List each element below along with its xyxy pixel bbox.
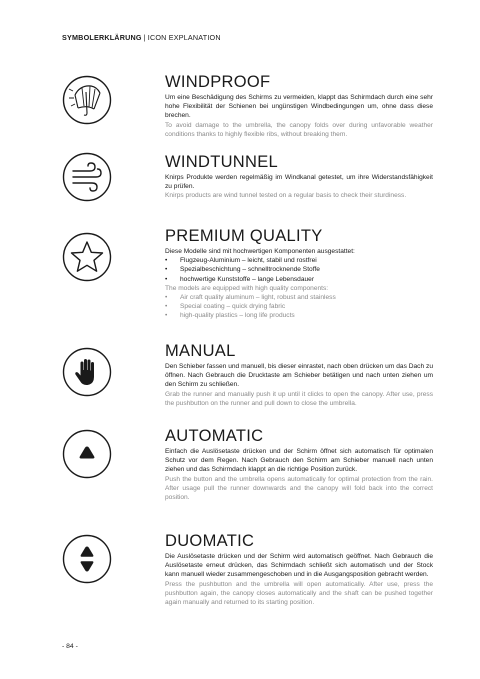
list-item: • high-quality plastics – long life products: [165, 311, 433, 320]
section-title: WINDPROOF: [165, 73, 271, 91]
list-item: • hochwertige Kunststoffe – lange Lebensdauer: [165, 275, 433, 284]
description-de: Um eine Beschädigung des Schirms zu vermeiden, klappt das Schirmdach durch eine sehr hohe Flexibilität der Schienen bei ungünstigen Windbedingungen um, ohne dass diese brechen.: [165, 94, 433, 120]
description-de: Knirps Produkte werden regelmäßig im Windkanal getestet, um ihre Widerstandsfähigkeit zu prüfen.: [165, 174, 433, 191]
description-en: To avoid damage to the umbrella, the canopy folds over during unfavorable weather conditions thanks to highly flexible ribs, without breaking them.: [165, 121, 433, 138]
description-de: Einfach die Auslösetaste drücken und der Schirm öffnet sich automatisch für optimalen Schutz vor dem Regen. Nach Gebrauch den Schirm am Schieber manuell nach unten ziehen und das Schirmdach klappt an die richtige Position zurück.: [165, 448, 433, 474]
list-item: • Special coating – quick drying fabric: [165, 302, 433, 311]
description-en: Press the pushbutton and the umbrella will open automatically. After use, press the pushbutton again, the canopy closes automatically and the shaft can be pushed together again manually and returned to its starting position.: [165, 580, 433, 607]
description-en: Grab the runner and manually push it up until it clicks to open the canopy. After use, press the pushbutton on the runner and pull down to close the umbrella.: [165, 390, 433, 407]
list-item: • Flugzeug-Aluminium – leicht, stabil und rostfrei: [165, 256, 433, 265]
feature-list-en: [165, 293, 433, 321]
header-separator: |: [143, 33, 146, 42]
header-title-de: SYMBOLERKLÄRUNG: [62, 33, 142, 42]
section-title: AUTOMATIC: [165, 427, 264, 445]
description-en: The models are equipped with high quality components:: [165, 284, 329, 292]
list-item: • Spezialbeschichtung – schnelltrocknende Stoffe: [165, 265, 433, 274]
feature-list-de: [165, 256, 433, 284]
description-de: Diese Modelle sind mit hochwertigen Komponenten ausgestattet:: [165, 248, 355, 255]
section-title: WINDTUNNEL: [165, 153, 278, 171]
page-number: - 84 -: [62, 643, 78, 650]
section-title: MANUAL: [165, 342, 236, 360]
arrows-up-down-icon: [62, 534, 112, 584]
description-de: Die Auslösetaste drücken und der Schirm wird automatisch geöffnet. Nach Gebrauch die Auslösetaste erneut drücken, das Schirmdach schließt sich automatisch und der Stock kann manuell wieder zusammengeschoben und in die Ausgangsposition gebracht werden.: [165, 553, 433, 579]
hand-icon: [62, 347, 112, 397]
description-en: Push the button and the umbrella opens automatically for optimal protection from the rain. After usage pull the runner downwards and the canopy will fold back into the correct position.: [165, 475, 433, 502]
wind-tunnel-icon: [62, 152, 112, 202]
arrow-up-icon: [62, 429, 112, 479]
description-en: Knirps products are wind tunnel tested on a regular basis to check their sturdiness.: [165, 192, 407, 200]
page-header: [62, 33, 221, 42]
section-title: DUOMATIC: [165, 532, 255, 550]
star-icon: [62, 232, 112, 282]
section-title: PREMIUM QUALITY: [165, 227, 323, 245]
list-item: • Air craft quality aluminum – light, robust and stainless: [165, 293, 433, 302]
description-de: Den Schieber fassen und manuell, bis dieser einrastet, nach oben drücken um das Dach zu öffnen. Nach Gebrauch die Drucktaste am Schieber betätigen und nach unten ziehen um den Schirm zu schließen.: [165, 363, 433, 389]
umbrella-windproof-icon: [62, 75, 112, 125]
header-title-en: ICON EXPLANATION: [147, 33, 221, 42]
